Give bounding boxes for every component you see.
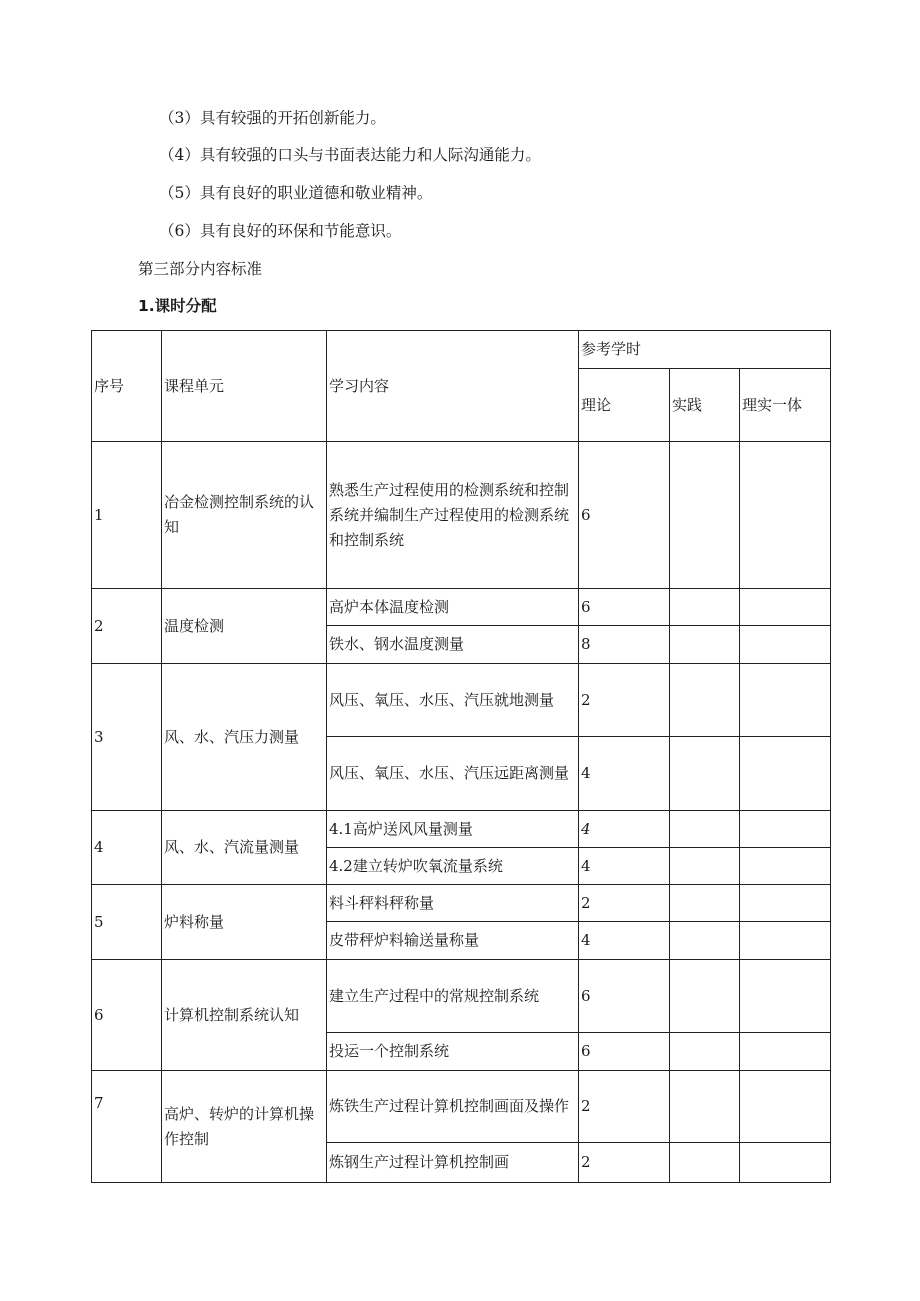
row-unit: 冶金检测控制系统的认知 (162, 442, 327, 589)
subsection-title: 1.课时分配 (138, 297, 217, 315)
section-title: 第三部分内容标准 (138, 260, 263, 278)
row-theory: 2 (579, 885, 670, 922)
row-content: 4.1高炉送风风量测量 (327, 811, 579, 848)
header-index: 序号 (92, 331, 162, 442)
row-integrated (740, 664, 831, 737)
row-integrated (740, 1143, 831, 1183)
row-practice (670, 589, 740, 626)
header-integrated: 理实一体 (740, 369, 831, 442)
row-theory: 6 (579, 589, 670, 626)
row-unit: 风、水、汽流量测量 (162, 811, 327, 885)
row-index: 5 (92, 885, 162, 960)
row-unit: 计算机控制系统认知 (162, 960, 327, 1071)
row-content: 皮带秤炉料输送量称量 (327, 922, 579, 960)
row-theory: 2 (579, 1143, 670, 1183)
row-integrated (740, 626, 831, 664)
row-theory: 2 (579, 664, 670, 737)
row-practice (670, 960, 740, 1033)
row-content: 投运一个控制系统 (327, 1033, 579, 1071)
row-theory: 6 (579, 960, 670, 1033)
row-content: 建立生产过程中的常规控制系统 (327, 960, 579, 1033)
row-practice (670, 848, 740, 885)
row-theory: 6 (579, 442, 670, 589)
row-integrated (740, 442, 831, 589)
row-practice (670, 1143, 740, 1183)
row-theory: 4 (579, 848, 670, 885)
row-integrated (740, 811, 831, 848)
row-content: 炼铁生产过程计算机控制画面及操作 (327, 1071, 579, 1143)
row-index: 1 (92, 442, 162, 589)
row-unit: 炉料称量 (162, 885, 327, 960)
table-row (92, 960, 831, 1033)
header-content: 学习内容 (327, 331, 579, 442)
row-integrated (740, 1033, 831, 1071)
row-practice (670, 626, 740, 664)
row-integrated (740, 885, 831, 922)
row-unit: 温度检测 (162, 589, 327, 664)
header-unit: 课程单元 (162, 331, 327, 442)
row-theory: 4 (579, 737, 670, 811)
row-theory: 8 (579, 626, 670, 664)
row-content: 料斗秤料秤称量 (327, 885, 579, 922)
row-practice (670, 1033, 740, 1071)
paragraph-3: （3）具有较强的开拓创新能力。 (159, 109, 386, 127)
row-integrated (740, 589, 831, 626)
row-content: 高炉本体温度检测 (327, 589, 579, 626)
row-practice (670, 737, 740, 811)
row-theory: 6 (579, 1033, 670, 1071)
row-integrated (740, 922, 831, 960)
header-hours: 参考学时 (579, 331, 831, 369)
row-index: 4 (92, 811, 162, 885)
table-row (92, 442, 831, 589)
schedule-table (91, 330, 831, 1183)
row-index: 3 (92, 664, 162, 811)
row-unit: 高炉、转炉的计算机操作控制 (162, 1071, 327, 1183)
header-theory: 理论 (579, 369, 670, 442)
table-row (92, 589, 831, 626)
row-practice (670, 885, 740, 922)
paragraph-5: （5）具有良好的职业道德和敬业精神。 (159, 184, 433, 202)
row-theory: 4 (579, 811, 670, 848)
row-content: 风压、氧压、水压、汽压就地测量 (327, 664, 579, 737)
row-index: 6 (92, 960, 162, 1071)
row-content: 4.2建立转炉吹氧流量系统 (327, 848, 579, 885)
row-content: 风压、氧压、水压、汽压远距离测量 (327, 737, 579, 811)
row-content: 炼钢生产过程计算机控制画 (327, 1143, 579, 1183)
row-practice (670, 1071, 740, 1143)
row-integrated (740, 737, 831, 811)
row-content: 铁水、钢水温度测量 (327, 626, 579, 664)
row-content: 熟悉生产过程使用的检测系统和控制系统并编制生产过程使用的检测系统和控制系统 (327, 442, 579, 589)
paragraph-4: （4）具有较强的口头与书面表达能力和人际沟通能力。 (159, 146, 541, 164)
row-integrated (740, 960, 831, 1033)
table-row (92, 885, 831, 922)
table-row (92, 1071, 831, 1143)
paragraph-6: （6）具有良好的环保和节能意识。 (159, 222, 402, 240)
row-practice (670, 664, 740, 737)
row-theory: 4 (579, 922, 670, 960)
row-integrated (740, 1071, 831, 1143)
header-practice: 实践 (670, 369, 740, 442)
row-practice (670, 922, 740, 960)
table-row (92, 664, 831, 737)
row-theory: 2 (579, 1071, 670, 1143)
row-unit: 风、水、汽压力测量 (162, 664, 327, 811)
row-practice (670, 811, 740, 848)
row-practice (670, 442, 740, 589)
row-index: 7 (92, 1071, 162, 1183)
table-row (92, 811, 831, 848)
row-integrated (740, 848, 831, 885)
row-index: 2 (92, 589, 162, 664)
